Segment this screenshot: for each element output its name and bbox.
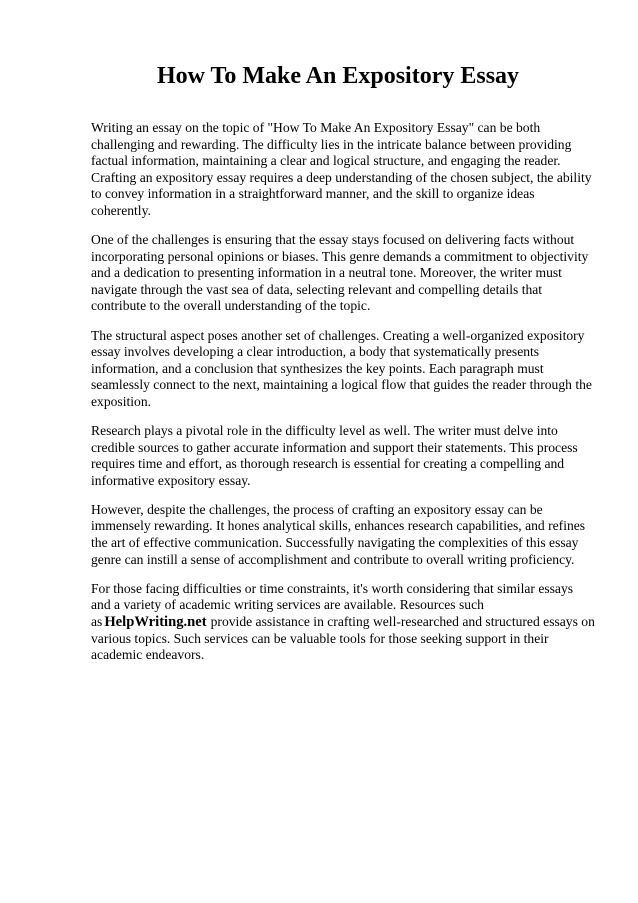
paragraph-5: However, despite the challenges, the process of crafting an expository essay can be immensely rewarding. It hones analytical skills, enhances research capabilities, and refines the art of effective communication. Successfully navigating the complexities of this essay genre can instill a sense of accomplishment and contribute to overall writing proficiency. <box>91 501 586 567</box>
paragraph-6 <box>91 581 595 664</box>
paragraph-4: Research plays a pivotal role in the difficulty level as well. The writer must delve into credible sources to gather accurate information and support their statements. This process requires time and effort, as thorough research is essential for creating a compelling and informative expository essay. <box>91 423 578 488</box>
document-title: How To Make An Expository Essay <box>156 63 520 89</box>
brand-name: HelpWriting.net <box>104 613 207 630</box>
paragraph-1: Writing an essay on the topic of "How To Make An Expository Essay" can be both challenging and rewarding. The difficulty lies in the intricate balance between providing factual information, maintaining a clear and logical structure, and engaging the reader. Crafting an expository essay requires a deep understanding of the chosen subject, the ability to convey information in a straightforward manner, and the skill to organize ideas coherently. <box>91 120 592 218</box>
paragraph-3: The structural aspect poses another set of challenges. Creating a well-organized expository essay involves developing a clear introduction, a body that systematically presents information, and a conclusion that synthesizes the key points. Each paragraph must seamlessly connect to the next, maintaining a logical flow that guides the reader through the exposition. <box>91 327 592 409</box>
paragraph-6-text-after: provide assistance in crafting well-researched and structured essays on various topics. Such services can be valuable tools for those seeking support in their academic endeavors. <box>91 613 595 663</box>
paragraph-2: One of the challenges is ensuring that the essay stays focused on delivering facts without incorporating personal opinions or biases. This genre demands a commitment to objectivity and a dedication to presenting information in a neutral tone. Moreover, the writer must navigate through the vast sea of data, selecting relevant and compelling details that contribute to the overall understanding of the topic. <box>91 232 589 314</box>
document-body <box>91 120 595 676</box>
paragraph-6-text-before: For those facing difficulties or time constraints, it's worth considering that similar essays and a variety of academic writing services are available. Resources such as <box>91 580 574 629</box>
